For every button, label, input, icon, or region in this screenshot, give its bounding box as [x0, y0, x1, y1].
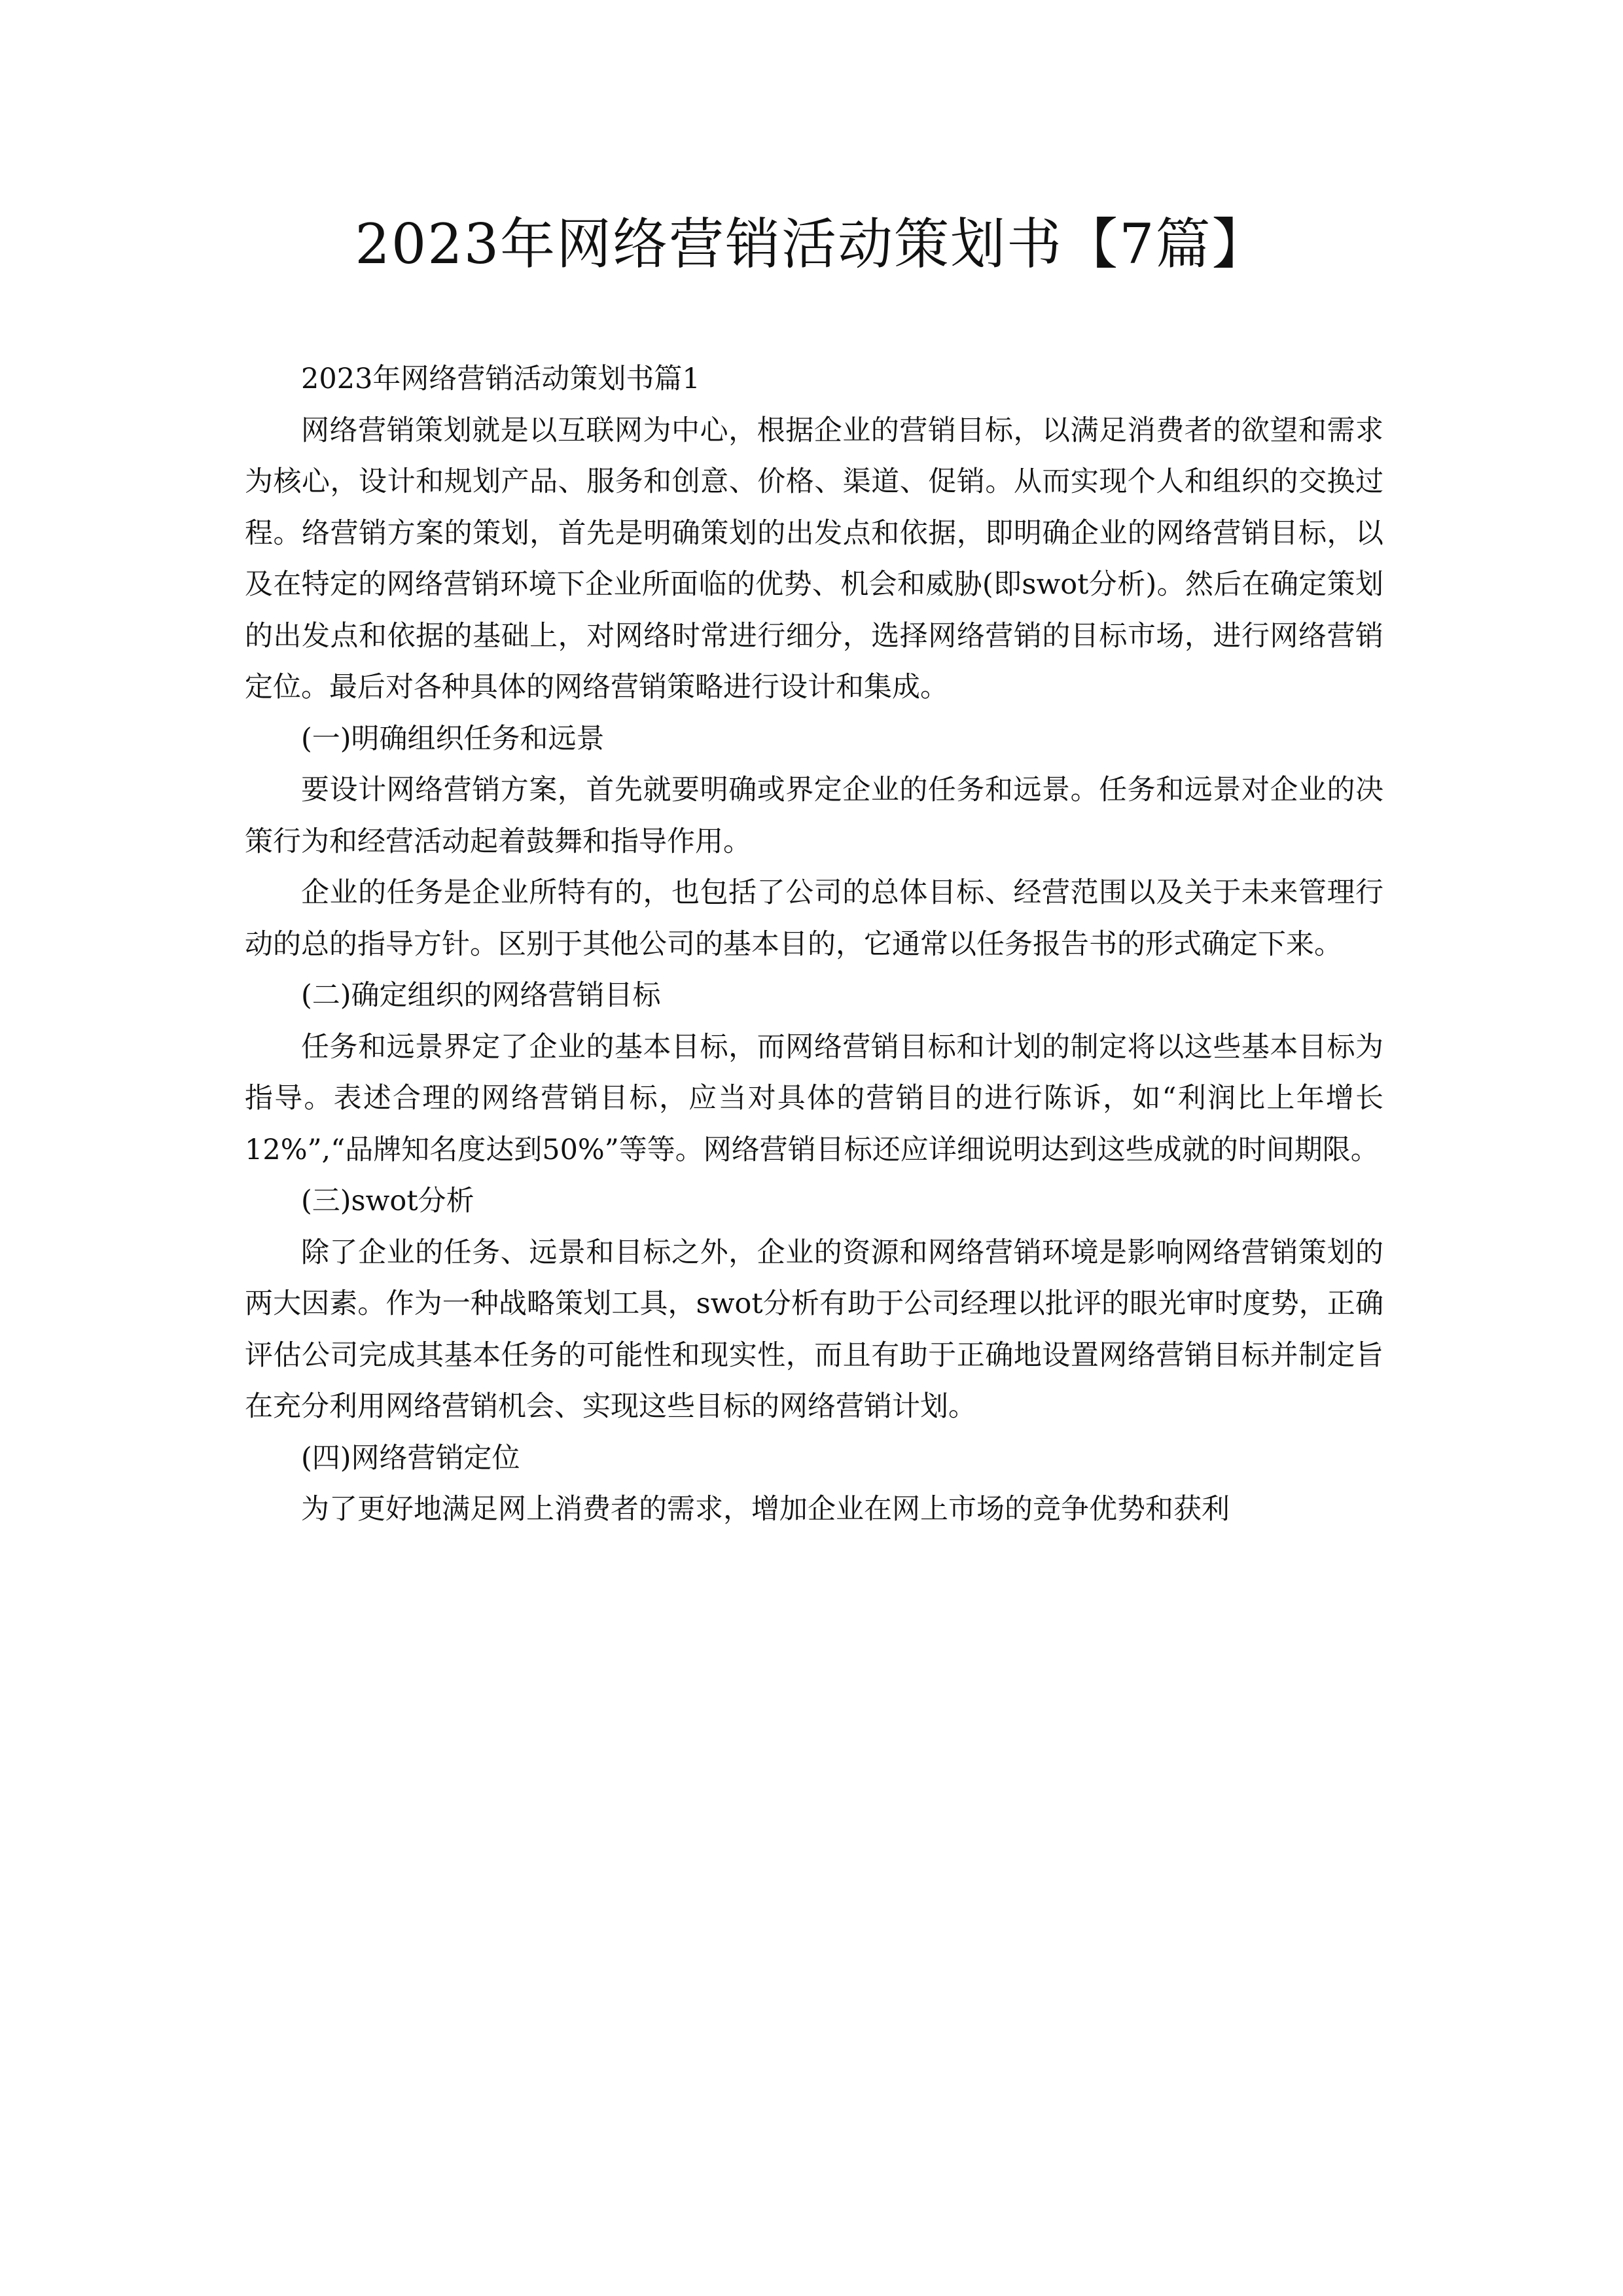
- section-heading: (三)swot分析: [301, 1185, 474, 1217]
- body-paragraph: 除了企业的任务、远景和目标之外，企业的资源和网络营销环境是影响网络营销策划的两大因素。作为一种战略策划工具，swot分析有助于公司经理以批评的眼光审时度势，正确评估公司完成其基本任务的可能性和现实性，而且有助于正确地设置网络营销目标并制定旨在充分利用网络营销机会、实现这些目标的网络营销计划。: [245, 1236, 1383, 1423]
- document-body: [245, 353, 1383, 1535]
- section-heading: (一)明确组织任务和远景: [301, 722, 605, 755]
- section-heading: (四)网络营销定位: [301, 1441, 520, 1475]
- body-paragraph: 网络营销策划就是以互联网为中心，根据企业的营销目标，以满足消费者的欲望和需求为核心，设计和规划产品、服务和创意、价格、渠道、促销。从而实现个人和组织的交换过程。络营销方案的策划，首先是明确策划的出发点和依据，即明确企业的网络营销目标，以及在特定的网络营销环境下企业所面临的优势、机会和威胁(即swot分析)。然后在确定策划的出发点和依据的基础上，对网络时常进行细分，选择网络营销的目标市场，进行网络营销定位。最后对各种具体的网络营销策略进行设计和集成。: [245, 414, 1383, 704]
- section-heading: 2023年网络营销活动策划书篇1: [301, 363, 700, 395]
- document-title: 2023年网络营销活动策划书【7篇】: [355, 212, 1268, 276]
- body-paragraph: 企业的任务是企业所特有的，也包括了公司的总体目标、经营范围以及关于未来管理行动的总的指导方针。区别于其他公司的基本目的，它通常以任务报告书的形式确定下来。: [245, 876, 1383, 961]
- body-paragraph: 任务和远景界定了企业的基本目标，而网络营销目标和计划的制定将以这些基本目标为指导。表述合理的网络营销目标，应当对具体的营销目的进行陈诉，如“利润比上年增长12%”,“品牌知名度达到50%”等等。网络营销目标还应详细说明达到这些成就的时间期限。: [245, 1030, 1383, 1166]
- body-paragraph: 要设计网络营销方案，首先就要明确或界定企业的任务和远景。任务和远景对企业的决策行为和经营活动起着鼓舞和指导作用。: [245, 774, 1383, 858]
- section-heading: (二)确定组织的网络营销目标: [301, 979, 661, 1012]
- body-paragraph: 为了更好地满足网上消费者的需求，增加企业在网上市场的竞争优势和获利: [301, 1493, 1230, 1526]
